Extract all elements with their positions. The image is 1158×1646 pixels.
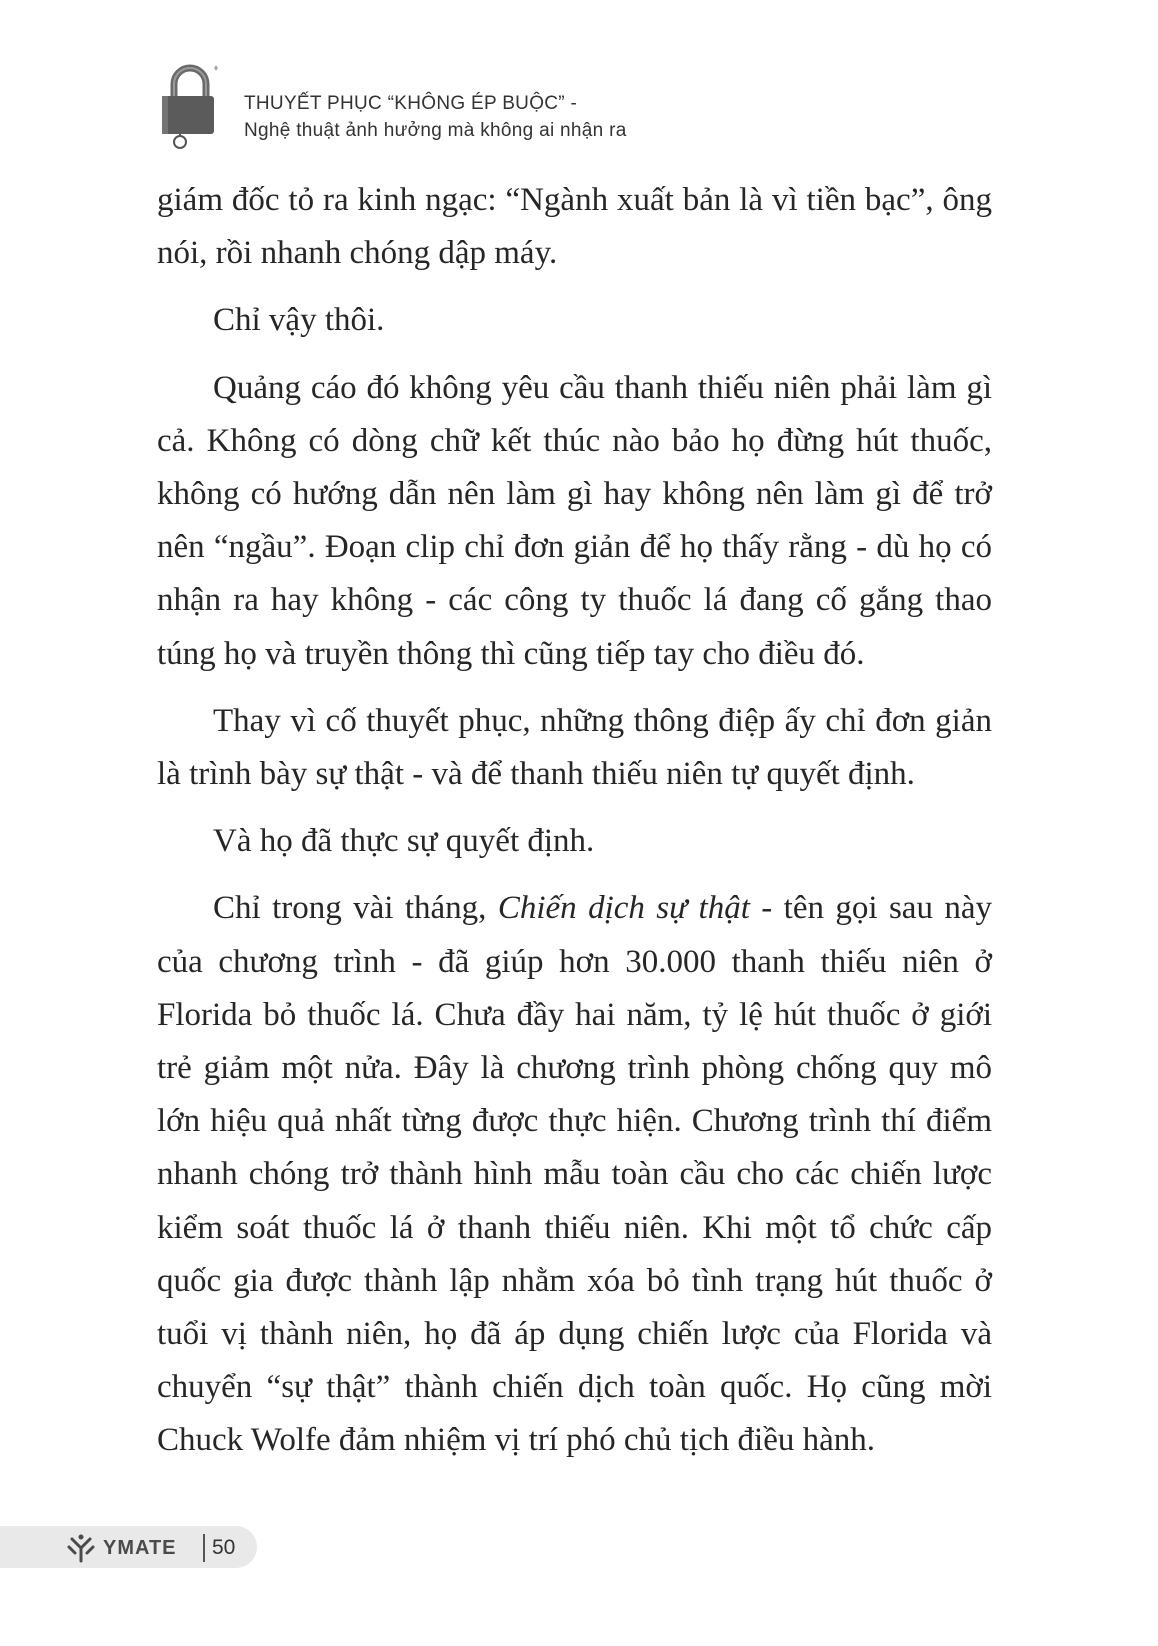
lock-icon (160, 64, 220, 154)
page-footer (0, 1526, 257, 1568)
paragraph-4: Thay vì cố thuyết phục, những thông điệp ấy chỉ đơn giản là trình bày sự thật - và để thanh thiếu niên tự quyết định. (157, 702, 992, 793)
page-number: 50 (212, 1536, 236, 1559)
paragraph-6-end: - tên gọi sau này của chương trình - đã giúp hơn 30.000 thanh thiếu niên ở Florida bỏ thuốc lá. Chưa đầy hai năm, tỷ lệ hút thuốc ở giới trẻ giảm một nửa. Đây là chương trình phòng chống quy mô lớn hiệu quả nhất từng được thực hiện. Chương trình thí điểm nhanh chóng trở thành hình mẫu toàn cầu cho các chiến lược kiểm soát thuốc lá ở thanh thiếu niên. Khi một tổ chức cấp quốc gia được thành lập nhằm xóa bỏ tình trạng hút thuốc ở tuổi vị thành niên, họ đã áp dụng chiến lược của Florida và chuyển “sự thật” thành chiến dịch toàn quốc. Họ cũng mời Chuck Wolfe đảm nhiệm vị trí phó chủ tịch điều hành. (157, 890, 993, 1459)
header-title-line2: Nghệ thuật ảnh hưởng mà không ai nhận ra (244, 120, 627, 141)
body-text (157, 174, 992, 1482)
paragraph-5: Và họ đã thực sự quyết định. (213, 823, 595, 860)
paragraph-1: giám đốc tỏ ra kinh ngạc: “Ngành xuất bản là vì tiền bạc”, ông nói, rồi nhanh chóng dập máy. (157, 182, 992, 272)
paragraph-2: Chỉ vậy thôi. (213, 302, 385, 339)
footer-brand: YMATE (103, 1537, 177, 1559)
footer-divider (203, 1534, 205, 1562)
ymate-logo-icon (66, 1533, 96, 1563)
header-text (244, 90, 627, 144)
campaign-name: Chiến dịch sự thật (497, 890, 750, 927)
header-title-line1: THUYẾT PHỤC “KHÔNG ÉP BUỘC” - (244, 93, 578, 114)
paragraph-3: Quảng cáo đó không yêu cầu thanh thiếu niên phải làm gì cả. Không có dòng chữ kết thúc nào bảo họ đừng hút thuốc, không có hướng dẫn nên làm gì hay không nên làm gì để trở nên “ngầu”. Đoạn clip chỉ đơn giản để họ thấy rằng - dù họ có nhận ra hay không - các công ty thuốc lá đang cố gắng thao túng họ và truyền thông thì cũng tiếp tay cho điều đó. (157, 369, 992, 672)
running-header (160, 64, 860, 164)
paragraph-6-start: Chỉ trong vài tháng, (213, 890, 498, 927)
paragraph-6 (157, 882, 992, 1467)
